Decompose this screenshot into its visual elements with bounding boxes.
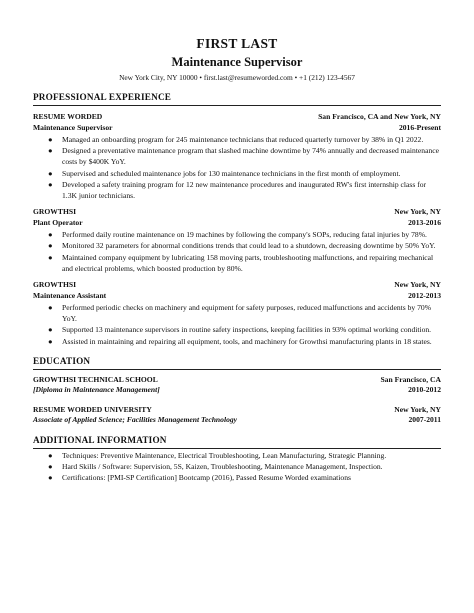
bullet-item: ● Assisted in maintaining and repairing all equipment, tools, and machinery for Growthsi manufacturing plants in 18 states. — [48, 336, 432, 346]
bullet-icon: ● — [48, 462, 53, 472]
bullet-icon: ● — [48, 336, 53, 346]
job-entry — [33, 280, 441, 347]
job-location: New York, NY — [394, 280, 441, 290]
bullet-item: ● Developed a safety training program for 12 new maintenance procedures and inaugurated RW's first internship class for 1.3K junior technicians. — [48, 179, 427, 201]
school-name: GROWTHSI TECHNICAL SCHOOL — [33, 374, 158, 384]
bullet-icon: ● — [48, 230, 53, 240]
job-entry — [33, 112, 441, 201]
section-heading-additional: ADDITIONAL INFORMATION — [33, 435, 441, 449]
job-dates: 2012-2013 — [408, 290, 441, 300]
bullet-icon: ● — [48, 168, 53, 178]
job-bullets — [33, 229, 441, 274]
bullet-item: ● Hard Skills / Software: Supervision, 5S, Kaizen, Troubleshooting, Maintenance Management, Inspection. — [48, 462, 383, 472]
bullet-icon: ● — [48, 252, 53, 262]
bullet-icon: ● — [48, 325, 53, 335]
bullet-item: ● Monitored 32 parameters for abnormal conditions trends that could lead to a shutdown, decreasing downtime by 50% YoY. — [48, 241, 436, 251]
bullet-item: ● Performed periodic checks on machinery and equipment for safety purposes, reduced malfunctions and accidents by 70% YoY. — [48, 303, 432, 324]
bullet-item: ● Techniques: Preventive Maintenance, Electrical Troubleshooting, Lean Manufacturing, Strategic Planning. — [48, 450, 387, 460]
bullet-item: ● Supported 13 maintenance supervisors in routine safety inspections, keeping facilities in 93% optimal working condition. — [48, 325, 432, 335]
bullet-item: ● Performed daily routine maintenance on 19 machines by following the company's SOPs, reducing fatal injuries by 78%. — [48, 230, 427, 240]
job-entry — [33, 207, 441, 274]
bullet-item: ● Managed an onboarding program for 245 maintenance technicians that reduced quarterly turnover by 38% in Q1 2022. — [48, 135, 424, 144]
job-bullets — [33, 134, 441, 201]
job-role: Maintenance Supervisor — [33, 122, 113, 132]
bullet-icon: ● — [48, 135, 53, 144]
job-location: San Francisco, CA and New York, NY — [318, 112, 441, 121]
section-heading-experience: PROFESSIONAL EXPERIENCE — [33, 92, 441, 106]
job-dates: 2013-2016 — [408, 217, 441, 227]
education-dates: 2007-2011 — [408, 415, 441, 425]
section-heading-education: EDUCATION — [33, 356, 441, 370]
job-dates: 2016-Present — [398, 122, 441, 132]
contact-line: New York City, NY 10000 • first.last@resumeworded.com • +1 (212) 123-4567 — [119, 73, 355, 82]
job-role: Plant Operator — [33, 217, 83, 227]
bullet-item: ● Maintained company equipment by lubricating 158 moving parts, troubleshooting malfunctions, and repairing mechanical and electrical problems, which boosted production by 80%. — [48, 252, 434, 273]
bullet-icon: ● — [48, 473, 53, 483]
degree-name: [Diploma in Maintenance Management] — [33, 385, 160, 395]
school-location: San Francisco, CA — [380, 374, 441, 384]
education-entry — [33, 405, 441, 426]
education-dates: 2010-2012 — [408, 385, 441, 395]
bullet-item: ● Designed a preventative maintenance program that slashed machine downtime by 74% annually and decreased maintenance costs by $400K YoY. — [48, 146, 440, 167]
bullet-icon: ● — [48, 146, 53, 156]
school-name: RESUME WORDED UNIVERSITY — [33, 404, 152, 414]
job-company: RESUME WORDED — [33, 112, 103, 121]
job-location: New York, NY — [394, 207, 441, 217]
job-role: Maintenance Assistant — [33, 290, 107, 300]
additional-bullets — [33, 450, 441, 484]
school-location: New York, NY — [394, 404, 441, 414]
candidate-title: Maintenance Supervisor — [171, 55, 303, 69]
bullet-item: ● Certifications: [PMI-SP Certification] Bootcamp (2016), Passed Resume Worded examinations — [48, 473, 351, 483]
candidate-name: FIRST LAST — [196, 36, 278, 51]
degree-name: Associate of Applied Science; Facilities Management Technology — [33, 415, 238, 425]
bullet-item: ● Supervised and scheduled maintenance jobs for 130 maintenance technicians in the first month of employment. — [48, 168, 401, 178]
bullet-icon: ● — [48, 241, 53, 251]
bullet-icon: ● — [48, 179, 53, 189]
job-bullets — [33, 302, 441, 347]
job-company: GROWTHSI — [33, 207, 77, 217]
bullet-icon: ● — [48, 303, 53, 313]
education-entry — [33, 375, 441, 396]
job-company: GROWTHSI — [33, 280, 77, 290]
bullet-icon: ● — [48, 450, 53, 460]
